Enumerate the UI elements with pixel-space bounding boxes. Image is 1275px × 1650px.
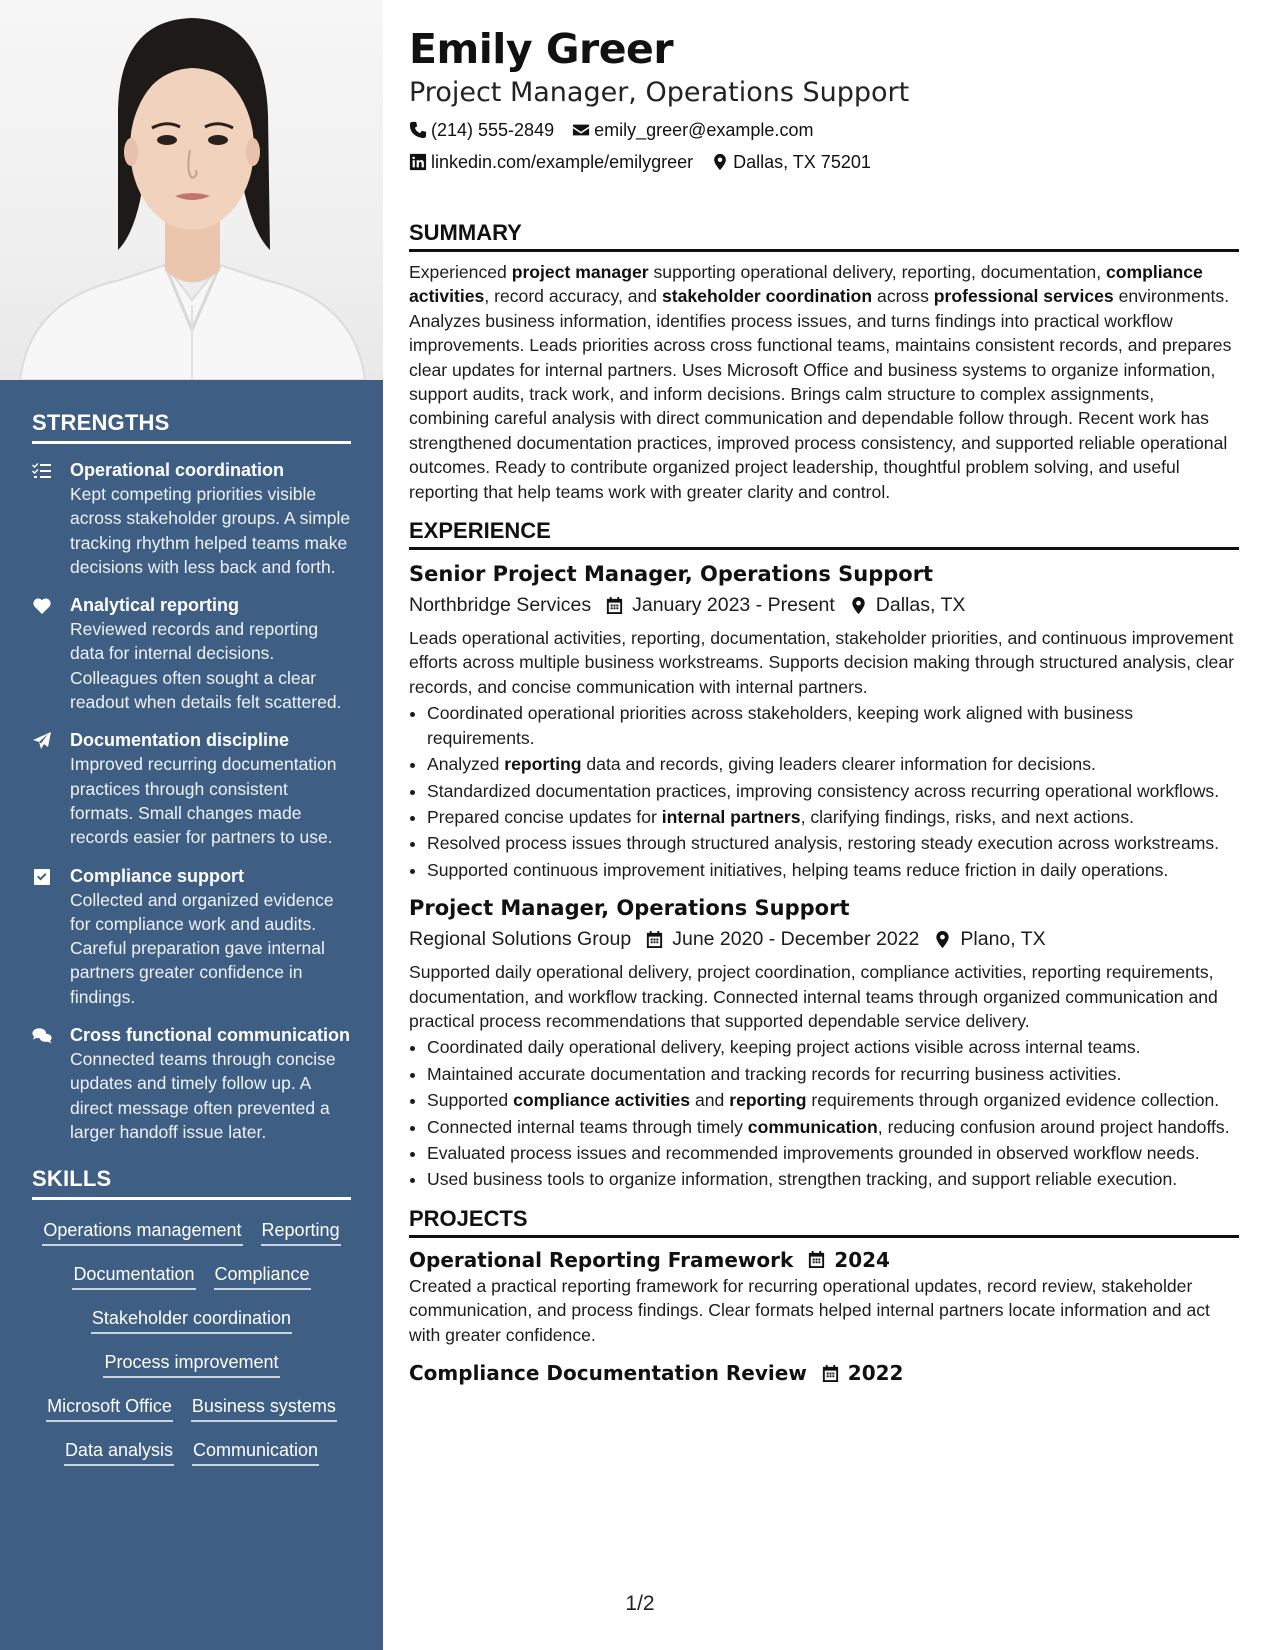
projects-heading: PROJECTS [409, 1206, 1239, 1238]
calendar-icon [807, 1250, 826, 1269]
job-description: Supported daily operational delivery, project coordination, compliance activities, reporting requirements, documentation, and workflow tracking. Connected internal teams through organized communication and practical process recommendations that supported dependable service delivery. [409, 962, 1218, 1031]
skill-tag: Process improvement [103, 1350, 279, 1378]
sidebar [0, 0, 383, 1650]
list-item: • Analyzed reporting data and records, giving leaders clearer information for decisions. [427, 752, 1239, 776]
email-address: emily_greer@example.com [594, 120, 814, 140]
skills-heading: SKILLS [32, 1166, 351, 1200]
company-name: Regional Solutions Group [409, 928, 632, 951]
candidate-name: Emily Greer [409, 25, 674, 73]
linkedin-url: linkedin.com/example/emilygreer [431, 152, 694, 172]
portrait-illustration [0, 0, 383, 380]
calendar-icon [645, 930, 664, 949]
phone-number: (214) 555-2849 [431, 120, 555, 140]
list-item: • Standardized documentation practices, improving consistency across recurring operational workflows. [427, 779, 1239, 803]
skill-tag: Business systems [191, 1394, 337, 1422]
job-dates: June 2020 - December 2022 [672, 928, 920, 951]
profile-photo [0, 0, 383, 380]
project-title: Compliance Documentation Review [409, 1361, 807, 1385]
job-bullets [409, 1035, 1239, 1191]
calendar-icon [821, 1364, 840, 1383]
skills-list [32, 1214, 351, 1466]
strength-title: Documentation discipline [70, 730, 290, 751]
list-item: • Coordinated daily operational delivery, keeping project actions visible across internal teams. [427, 1035, 1239, 1059]
summary-heading: SUMMARY [409, 220, 1239, 252]
strength-item [32, 458, 351, 579]
strength-item [32, 864, 351, 1009]
phone-contact[interactable] [409, 118, 554, 142]
strength-title: Compliance support [70, 865, 245, 886]
strengths-heading: STRENGTHS [32, 410, 351, 444]
job-title: Senior Project Manager, Operations Support [409, 562, 934, 587]
job-title: Project Manager, Operations Support [409, 896, 850, 921]
list-item: • Coordinated operational priorities across stakeholders, keeping work aligned with business requirements. [427, 701, 1239, 750]
list-item: • Evaluated process issues and recommended improvements grounded in observed workflow needs. [427, 1141, 1239, 1165]
strength-item [32, 728, 351, 849]
map-pin-icon [711, 153, 729, 171]
job-location: Dallas, TX [875, 594, 966, 617]
project-year: 2022 [847, 1361, 904, 1385]
project-year: 2024 [834, 1247, 890, 1272]
strength-description: Collected and organized evidence for compliance work and audits. Careful preparation gave internal partners greater confidence in findings. [70, 889, 334, 1007]
job-meta [409, 926, 1239, 952]
strength-description: Improved recurring documentation practices through consistent formats. Small changes made records easier for partners to use. [70, 754, 337, 848]
email-contact[interactable] [572, 118, 813, 142]
job-description: Leads operational activities, reporting, documentation, stakeholder priorities, and continuous improvement efforts across multiple business workstreams. Supports decision making through structured analysis, clear records, and concise communication with internal partners. [409, 628, 1234, 697]
candidate-role: Project Manager, Operations Support [409, 77, 910, 108]
contact-row [409, 150, 1239, 174]
list-item: • Prepared concise updates for internal partners, clarifying findings, risks, and next actions. [427, 805, 1239, 829]
job-location: Plano, TX [960, 928, 1046, 951]
strength-title: Analytical reporting [70, 595, 240, 616]
list-item: • Supported continuous improvement initiatives, helping teams reduce friction in daily operations. [427, 858, 1239, 882]
skill-tag: Documentation [72, 1262, 195, 1290]
project-title-row [409, 1246, 1239, 1274]
skill-tag: Operations management [42, 1218, 242, 1246]
skill-tag: Data analysis [64, 1438, 174, 1466]
envelope-icon [572, 121, 590, 139]
sidebar-content [32, 410, 351, 1466]
strength-description: Kept competing priorities visible across stakeholder groups. A simple tracking rhythm helped teams make decisions with less back and forth. [70, 484, 351, 577]
project-description: Created a practical reporting framework for recurring operational updates, record review, stakeholder communication, and process findings. Clear formats helped internal partners locate information and act with greater confidence. [409, 1275, 1210, 1345]
phone-icon [409, 121, 427, 139]
strength-description: Connected teams through concise updates and timely follow up. A direct message often prevented a larger handoff issue later. [70, 1049, 336, 1142]
list-item: • Used business tools to organize information, strengthen tracking, and support reliable execution. [427, 1167, 1239, 1191]
linkedin-contact[interactable] [409, 150, 693, 174]
strength-item [32, 1023, 351, 1144]
location-text: Dallas, TX 75201 [733, 152, 871, 172]
skill-tag: Reporting [261, 1218, 341, 1246]
page-indicator: 1/2 [625, 1592, 655, 1615]
list-check-icon [32, 458, 70, 579]
chat-bubbles-icon [32, 1023, 70, 1144]
skill-tag: Microsoft Office [46, 1394, 173, 1422]
skill-tag: Compliance [214, 1262, 311, 1290]
summary-paragraph: Experienced project manager supporting operational delivery, reporting, documentation, compliance activities, record accuracy, and stakeholder coordination across professional services environments. Analyzes business information, identifies process issues, and turns findings into practical workflow improvements. Leads priorities across cross functional teams, maintains consistent records, and prepares clear updates for internal partners. Uses Microsoft Office and business systems to organize information, support audits, track work, and inform decisions. Brings calm structure to complex assignments, combining careful analysis with direct communication and dependable follow through. Recent work has strengthened documentation practices, improved process consistency, and supported reliable operational outcomes. Ready to contribute organized project leadership, thoughtful problem solving, and useful reporting that help teams work with greater clarity and control. [409, 262, 1232, 502]
strength-title: Operational coordination [70, 460, 285, 480]
project-title: Operational Reporting Framework [409, 1247, 794, 1272]
company-name: Northbridge Services [409, 594, 592, 617]
job-dates: January 2023 - Present [632, 594, 835, 617]
strength-item [32, 593, 351, 714]
job-meta [409, 592, 1239, 618]
map-pin-icon [849, 596, 868, 615]
experience-heading: EXPERIENCE [409, 518, 1239, 550]
project-title-row [409, 1359, 1239, 1387]
skill-tag: Stakeholder coordination [91, 1306, 292, 1334]
paper-plane-icon [32, 728, 70, 849]
location-contact [711, 150, 871, 174]
checkbox-icon [32, 864, 70, 1009]
main-content [409, 0, 1239, 1387]
list-item: • Resolved process issues through structured analysis, restoring steady execution across workstreams. [427, 831, 1239, 855]
calendar-icon [605, 596, 624, 615]
list-item: • Maintained accurate documentation and tracking records for recurring business activities. [427, 1062, 1239, 1086]
skill-tag: Communication [192, 1438, 319, 1466]
strength-description: Reviewed records and reporting data for internal decisions. Colleagues often sought a clear readout when details felt scattered. [70, 619, 342, 713]
map-pin-icon [933, 930, 952, 949]
job-bullets [409, 701, 1239, 882]
list-item: • Connected internal teams through timely communication, reducing confusion around project handoffs. [427, 1115, 1239, 1139]
linkedin-icon [409, 153, 427, 171]
heart-icon [32, 593, 70, 714]
strength-title: Cross functional communication [70, 1025, 351, 1046]
contact-row [409, 118, 1239, 142]
list-item: • Supported compliance activities and reporting requirements through organized evidence collection. [427, 1088, 1239, 1112]
